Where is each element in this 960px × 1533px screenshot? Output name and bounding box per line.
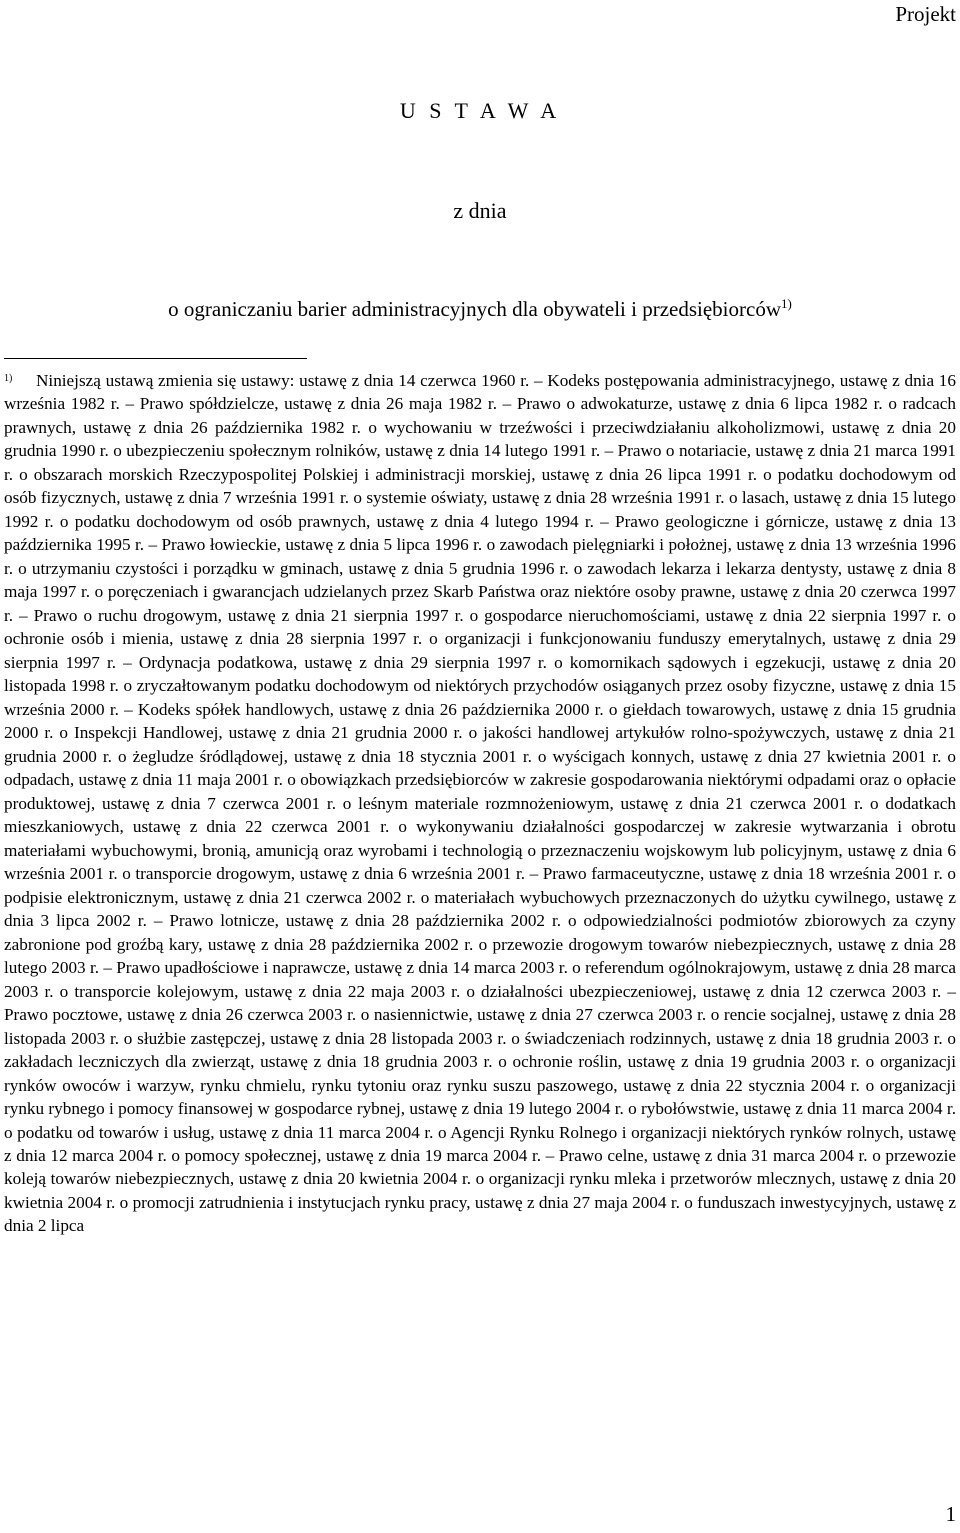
footnote-marker: 1) [4, 373, 13, 384]
act-title [0, 296, 960, 322]
date-line: z dnia [453, 198, 507, 223]
act-title-text: o ograniczaniu barier administracyjnych dla obywateli i przedsiębiorców [168, 297, 781, 321]
page-number: 1 [945, 1502, 956, 1526]
footnote [4, 369, 956, 1238]
draft-label: Projekt [895, 2, 956, 26]
footnote-text: Niniejszą ustawą zmienia się ustawy: ustawę z dnia 14 czerwca 1960 r. – Kodeks postępowania administracyjnego, ustawę z dnia 16 września 1982 r. – Prawo spółdzielcze, ustawę z dnia 26 maja 1982 r. – Prawo o adwokaturze, ustawę z dnia 6 lipca 1982 r. o radcach prawnych, ustawę z dnia 26 października 1982 r. o wychowaniu w trzeźwości i przeciwdziałaniu alkoholizmowi, ustawę z dnia 20 grudnia 1990 r. o ubezpieczeniu społecznym rolników, ustawę z dnia 14 lutego 1991 r. – Prawo o notariacie, ustawę z dnia 21 marca 1991 r. o obszarach morskich Rzeczypospolitej Polskiej i administracji morskiej, ustawę z dnia 26 lipca 1991 r. o podatku dochodowym od osób fizycznych, ustawę z dnia 7 września 1991 r. o systemie oświaty, ustawę z dnia 28 września 1991 r. o lasach, ustawę z dnia 15 lutego 1992 r. o podatku dochodowym od osób prawnych, ustawę z dnia 4 lutego 1994 r. – Prawo geologiczne i górnicze, ustawę z dnia 13 października 1995 r. – Prawo łowieckie, ustawę z dnia 5 lipca 1996 r. o zawodach pielęgniarki i położnej, ustawę z dnia 13 września 1996 r. o utrzymaniu czystości i porządku w gminach, ustawę z dnia 5 grudnia 1996 r. o zawodach lekarza i lekarza dentysty, ustawę z dnia 8 maja 1997 r. o poręczeniach i gwarancjach udzielanych przez Skarb Państwa oraz niektóre osoby prawne, ustawę z dnia 20 czerwca 1997 r. – Prawo o ruchu drogowym, ustawę z dnia 21 sierpnia 1997 r. o gospodarce nieruchomościami, ustawę z dnia 22 sierpnia 1997 r. o ochronie osób i mienia, ustawę z dnia 28 sierpnia 1997 r. o organizacji i funkcjonowaniu funduszy emerytalnych, ustawę z dnia 29 sierpnia 1997 r. – Ordynacja podatkowa, ustawę z dnia 29 sierpnia 1997 r. o komornikach sądowych i egzekucji, ustawę z dnia 20 listopada 1998 r. o zryczałtowanym podatku dochodowym od niektórych przychodów osiąganych przez osoby fizyczne, ustawę z dnia 15 września 2000 r. – Kodeks spółek handlowych, ustawę z dnia 26 października 2000 r. o giełdach towarowych, ustawę z dnia 15 grudnia 2000 r. o Inspekcji Handlowej, ustawę z dnia 21 grudnia 2000 r. o jakości handlowej artykułów rolno-spożywczych, ustawę z dnia 21 grudnia 2000 r. o żegludze śródlądowej, ustawę z dnia 18 stycznia 2001 r. o wyścigach konnych, ustawę z dnia 27 kwietnia 2001 r. o odpadach, ustawę z dnia 11 maja 2001 r. o obowiązkach przedsiębiorców w zakresie gospodarowania niektórymi odpadami oraz o opłacie produktowej, ustawę z dnia 7 czerwca 2001 r. o leśnym materiale rozmnożeniowym, ustawę z dnia 21 czerwca 2001 r. o dodatkach mieszkaniowych, ustawę z dnia 22 czerwca 2001 r. o wykonywaniu działalności gospodarczej w zakresie wytwarzania i obrotu materiałami wybuchowymi, bronią, amunicją oraz wyrobami i technologią o przeznaczeniu wojskowym lub policyjnym, ustawę z dnia 6 września 2001 r. o transporcie drogowym, ustawę z dnia 6 września 2001 r. – Prawo farmaceutyczne, ustawę z dnia 18 września 2001 r. o podpisie elektronicznym, ustawę z dnia 21 czerwca 2002 r. o materiałach wybuchowych przeznaczonych do użytku cywilnego, ustawę z dnia 3 lipca 2002 r. – Prawo lotnicze, ustawę z dnia 28 października 2002 r. o odpowiedzialności podmiotów zbiorowych za czyny zabronione pod groźbą kary, ustawę z dnia 28 października 2002 r. o przewozie drogowym towarów niebezpiecznych, ustawę z dnia 28 lutego 2003 r. – Prawo upadłościowe i naprawcze, ustawę z dnia 14 marca 2003 r. o referendum ogólnokrajowym, ustawę z dnia 28 marca 2003 r. o transporcie kolejowym, ustawę z dnia 22 maja 2003 r. o działalności ubezpieczeniowej, ustawę z dnia 12 czerwca 2003 r. – Prawo pocztowe, ustawę z dnia 26 czerwca 2003 r. o nasiennictwie, ustawę z dnia 27 czerwca 2003 r. o rencie socjalnej, ustawę z dnia 28 listopada 2003 r. o służbie zastępczej, ustawę z dnia 28 listopada 2003 r. o świadczeniach rodzinnych, ustawę z dnia 18 grudnia 2003 r. o zakładach leczniczych dla zwierząt, ustawę z dnia 18 grudnia 2003 r. o ochronie roślin, ustawę z dnia 19 grudnia 2003 r. o organizacji rynków owoców i warzyw, rynku chmielu, rynku tytoniu oraz rynku suszu paszowego, ustawę z dnia 22 stycznia 2004 r. o organizacji rynku rybnego i pomocy finansowej w gospodarce rybnej, ustawę z dnia 19 lutego 2004 r. o rybołówstwie, ustawę z dnia 11 marca 2004 r. o podatku od towarów i usług, ustawę z dnia 11 marca 2004 r. o Agencji Rynku Rolnego i organizacji niektórych rynków rolnych, ustawę z dnia 12 marca 2004 r. o pomocy społecznej, ustawę z dnia 19 marca 2004 r. – Prawo celne, ustawę z dnia 31 marca 2004 r. o przewozie koleją towarów niebezpiecznych, ustawę z dnia 20 kwietnia 2004 r. o organizacji rynku mleka i przetworów mlecznych, ustawę z dnia 20 kwietnia 2004 r. o promocji zatrudnienia i instytucjach rynku pracy, ustawę z dnia 27 maja 2004 r. o funduszach inwestycyjnych, ustawę z dnia 2 lipca [4, 371, 956, 1236]
footnote-separator [4, 358, 307, 359]
footnote-reference: 1) [781, 296, 792, 311]
document-title: U S T A W A [399, 98, 561, 123]
